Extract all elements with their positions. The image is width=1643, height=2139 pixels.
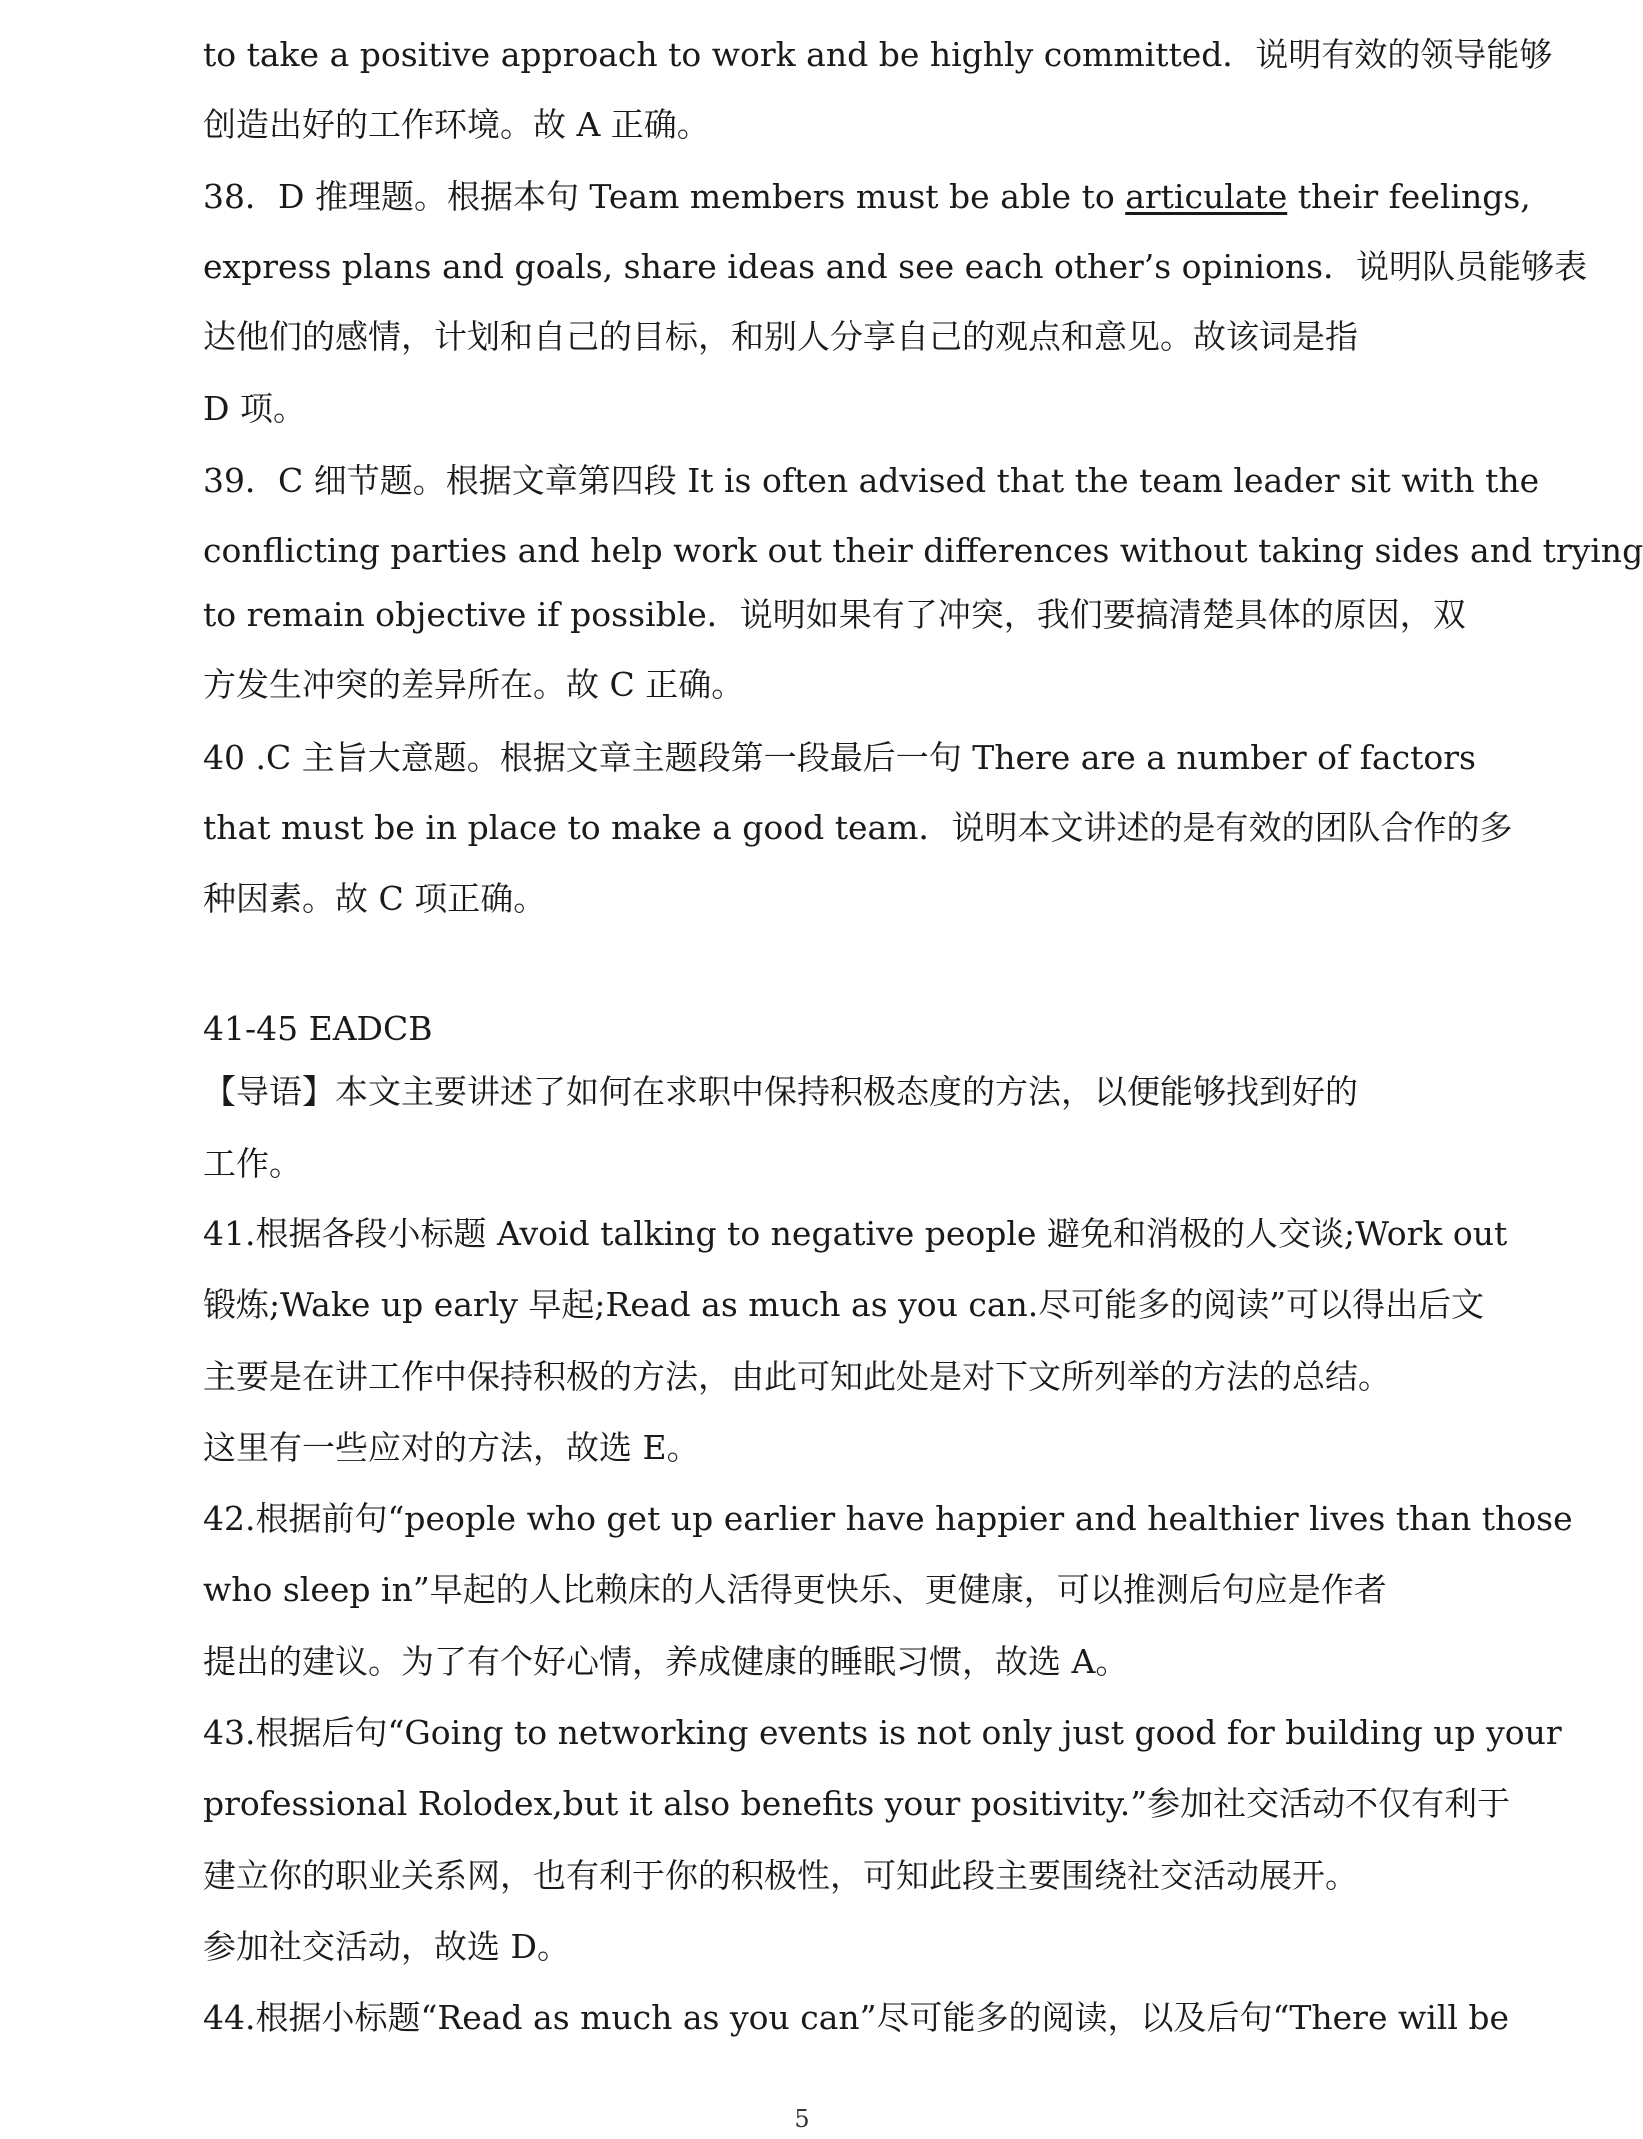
text-line: 创造出好的工作环境。故 A 正确。 xyxy=(203,105,710,144)
text-line: to take a positive approach to work and be highly committed．说明有效的领导能够 xyxy=(203,35,1553,74)
text-line: 提出的建议。为了有个好心情，养成健康的睡眠习惯，故选 A。 xyxy=(203,1642,1129,1681)
text-line: 参加社交活动，故选 D。 xyxy=(203,1927,570,1966)
answer-key-heading: 41-45 EADCB xyxy=(203,1009,433,1048)
text-line: 这里有一些应对的方法，故选 E。 xyxy=(203,1428,700,1467)
text-line: conflicting parties and help work out their differences without taking sides and trying xyxy=(203,531,1643,570)
text-line: that must be in place to make a good team．说明本文讲述的是有效的团队合作的多 xyxy=(203,808,1513,847)
text-line: 种因素。故 C 项正确。 xyxy=(203,879,547,918)
text-line-41: 41.根据各段小标题 Avoid talking to negative people 避免和消极的人交谈;Work out xyxy=(203,1214,1508,1253)
text-line: 锻炼;Wake up early 早起;Read as much as you can.尽可能多的阅读”可以得出后文 xyxy=(203,1285,1485,1324)
text-line: professional Rolodex,but it also benefits your positivity.”参加社交活动不仅有利于 xyxy=(203,1784,1511,1823)
text-line: 建立你的职业关系网，也有利于你的积极性，可知此段主要围绕社交活动展开。 xyxy=(203,1856,1358,1895)
text-line: 达他们的感情，计划和自己的目标，和别人分享自己的观点和意见。故该词是指 xyxy=(203,317,1358,356)
page-number: 5 xyxy=(794,2105,810,2133)
text-line: express plans and goals, share ideas and see each other’s opinions．说明队员能够表 xyxy=(203,247,1588,286)
text-line: 主要是在讲工作中保持积极的方法，由此可知此处是对下文所列举的方法的总结。 xyxy=(203,1357,1391,1396)
text-line-43: 43.根据后句“Going to networking events is not only just good for building up your xyxy=(203,1713,1562,1752)
text-fragment: 38．D 推理题。根据本句 Team members must be able to xyxy=(203,177,1126,216)
text-line: D 项。 xyxy=(203,389,306,428)
text-line-39: 39．C 细节题。根据文章第四段 It is often advised that the team leader sit with the xyxy=(203,461,1540,500)
text-line-intro: 【导语】本文主要讲述了如何在求职中保持积极态度的方法，以便能够找到好的 xyxy=(203,1072,1358,1111)
text-line: 方发生冲突的差异所在。故 C 正确。 xyxy=(203,665,745,704)
text-line: 工作。 xyxy=(203,1144,302,1183)
text-line: who sleep in”早起的人比赖床的人活得更快乐、更健康，可以推测后句应是作者 xyxy=(203,1570,1387,1609)
text-fragment: their feelings, xyxy=(1287,177,1531,216)
text-line-40: 40 .C 主旨大意题。根据文章主题段第一段最后一句 There are a number of factors xyxy=(203,738,1476,777)
text-line-44: 44.根据小标题“Read as much as you can”尽可能多的阅读，以及后句“There will be xyxy=(203,1998,1510,2037)
text-line: to remain objective if possible．说明如果有了冲突，我们要搞清楚具体的原因，双 xyxy=(203,595,1466,634)
underlined-word: articulate xyxy=(1125,177,1288,216)
text-line-42: 42.根据前句“people who get up earlier have happier and healthier lives than those xyxy=(203,1499,1573,1538)
text-line-38 xyxy=(203,175,1531,219)
